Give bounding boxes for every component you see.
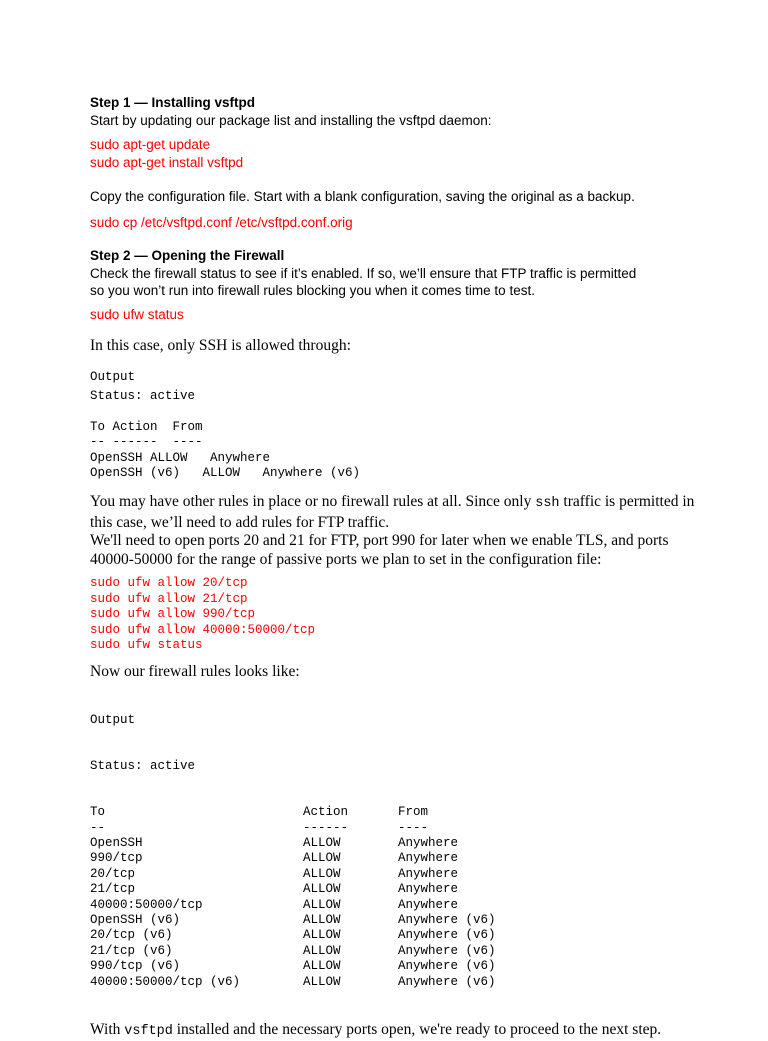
rule-from-cell: Anywhere (v6): [398, 928, 496, 943]
rule-from-cell: Anywhere (v6): [398, 912, 496, 927]
rule-from-cell: Anywhere (v6): [398, 943, 496, 958]
command-apt-install: sudo apt-get install vsftpd: [90, 154, 244, 170]
command-ufw-status: sudo ufw status: [90, 306, 184, 322]
table-row: [90, 867, 496, 882]
firewall-rules-table: [90, 805, 496, 990]
rule-from-cell: Anywhere (v6): [398, 974, 496, 989]
rule-to-cell: 20/tcp (v6): [90, 928, 173, 943]
table-row: [90, 882, 496, 897]
rule-to-cell: 40000:50000/tcp (v6): [90, 974, 241, 989]
table-header-row: [90, 805, 496, 820]
command-apt-update: sudo apt-get update: [90, 137, 211, 152]
output-line: OpenSSH (v6) ALLOW Anywhere (v6): [90, 465, 361, 480]
output-line: Output: [90, 369, 136, 384]
ufw-command: sudo ufw allow 21/tcp: [90, 591, 248, 606]
rule-action-cell: ALLOW: [303, 912, 341, 927]
rule-action-cell: ALLOW: [303, 974, 341, 989]
dash-cell: ------: [303, 820, 349, 835]
firewall-rules-body: [90, 805, 496, 990]
rule-to-cell: 21/tcp (v6): [90, 943, 173, 958]
ufw-allow-commands: [90, 576, 700, 653]
rule-from-cell: Anywhere (v6): [398, 959, 496, 974]
output-line: OpenSSH ALLOW Anywhere: [90, 450, 271, 465]
now-rules-text: Now our firewall rules looks like:: [90, 663, 300, 681]
rule-to-cell: 40000:50000/tcp: [90, 897, 203, 912]
ufw-command: sudo ufw allow 990/tcp: [90, 607, 256, 622]
text-span: installed and the necessary ports open, we're ready to proceed to the next step.: [172, 1020, 662, 1038]
inline-code: vsftpd: [124, 1023, 173, 1039]
rule-to-cell: 990/tcp: [90, 851, 143, 866]
step1-intro: Start by updating our package list and installing the vsftpd daemon:: [90, 112, 492, 128]
step2-heading: Step 2 — Opening the Firewall: [90, 248, 285, 263]
output-line: -- ------ ----: [90, 435, 203, 450]
step2-intro-line1: Check the firewall status to see if it’s enabled. If so, we’ll ensure that FTP traffic is permitted: [90, 265, 637, 281]
rule-from-cell: Anywhere: [398, 882, 459, 897]
rule-from-cell: Anywhere: [398, 866, 459, 881]
table-row: [90, 975, 496, 990]
rule-to-cell: OpenSSH (v6): [90, 912, 181, 927]
dash-cell: --: [90, 820, 106, 835]
table-row: [90, 836, 496, 851]
dash-cell: ----: [398, 820, 429, 835]
table-row: [90, 913, 496, 928]
rule-action-cell: ALLOW: [303, 835, 341, 850]
rule-to-cell: 21/tcp: [90, 882, 136, 897]
table-row: [90, 898, 496, 913]
rule-to-cell: 20/tcp: [90, 866, 136, 881]
rule-to-cell: OpenSSH: [90, 835, 143, 850]
step1-heading: Step 1 — Installing vsftpd: [90, 95, 256, 110]
command-cp-config: sudo cp /etc/vsftpd.conf /etc/vsftpd.conf.orig: [90, 214, 353, 230]
rule-action-cell: ALLOW: [303, 928, 341, 943]
other-rules-paragraph: [90, 493, 700, 532]
ufw-command: sudo ufw allow 20/tcp: [90, 576, 248, 591]
rule-action-cell: ALLOW: [303, 897, 341, 912]
table-row: [90, 959, 496, 974]
open-ports-paragraph: We'll need to open ports 20 and 21 for FTP, port 990 for later when we enable TLS, and ports 40000-50000 for the range of passive ports we plan to set in the configuration file:: [90, 532, 669, 568]
column-header: To: [90, 805, 106, 820]
rule-action-cell: ALLOW: [303, 943, 341, 958]
output-line: Status: active: [90, 758, 196, 773]
firewall-output-before: [90, 370, 700, 482]
rule-from-cell: Anywhere: [398, 897, 459, 912]
ssh-allowed-text: In this case, only SSH is allowed through:: [90, 337, 351, 354]
table-row: [90, 928, 496, 943]
rule-action-cell: ALLOW: [303, 882, 341, 897]
rule-from-cell: Anywhere: [398, 851, 459, 866]
output-line: Output: [90, 712, 136, 727]
rule-from-cell: Anywhere: [398, 835, 459, 850]
ufw-command: sudo ufw status: [90, 637, 203, 652]
text-span: traffic is permitted in this case, we’ll need to add rules for FTP traffic.: [90, 493, 695, 531]
ufw-command: sudo ufw allow 40000:50000/tcp: [90, 622, 316, 637]
text-span: You may have other rules in place or no firewall rules at all. Since only: [90, 493, 536, 511]
rule-action-cell: ALLOW: [303, 851, 341, 866]
rule-action-cell: ALLOW: [303, 866, 341, 881]
copy-config-text: Copy the configuration file. Start with a blank configuration, saving the original as a backup.: [90, 189, 635, 204]
text-span: With: [90, 1020, 125, 1038]
output-line: Status: active: [90, 388, 196, 403]
document-page: [90, 94, 700, 1041]
step2-intro-line2: so you won’t run into firewall rules blocking you when it comes time to test.: [90, 283, 535, 298]
table-row: [90, 851, 496, 866]
rule-action-cell: ALLOW: [303, 959, 341, 974]
rule-to-cell: 990/tcp (v6): [90, 959, 181, 974]
inline-code: ssh: [535, 496, 560, 512]
table-dash-row: [90, 821, 496, 836]
column-header: From: [398, 805, 429, 820]
output-line: To Action From: [90, 419, 203, 434]
table-row: [90, 944, 496, 959]
firewall-output-after: [90, 682, 700, 1021]
output-line: [90, 404, 700, 419]
column-header: Action: [303, 805, 349, 820]
